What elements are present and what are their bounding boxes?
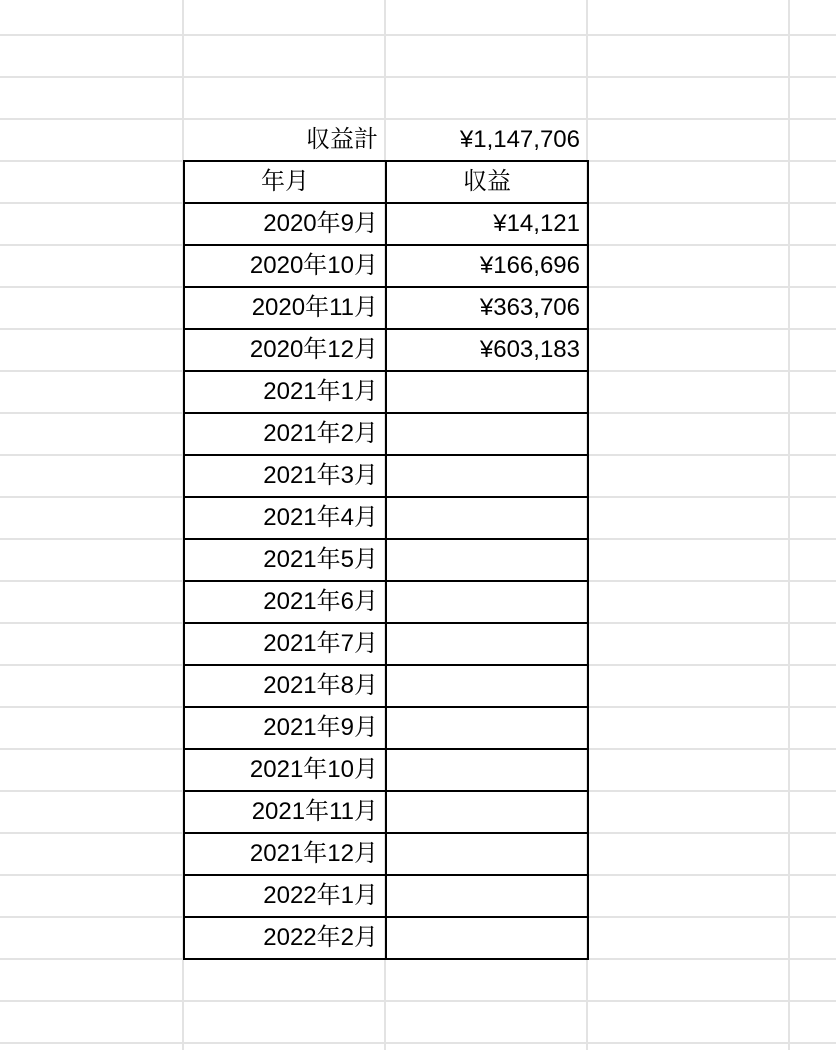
revenue-cell[interactable]: [386, 539, 588, 581]
total-revenue-value-cell[interactable]: ¥1,147,706: [459, 126, 580, 153]
revenue-cell[interactable]: ¥166,696: [386, 245, 588, 287]
month-cell[interactable]: 2021年12月: [184, 833, 386, 875]
table-row: [184, 791, 588, 833]
row-gridline: [0, 34, 836, 36]
revenue-cell[interactable]: [386, 875, 588, 917]
table-row: [184, 749, 588, 791]
table-header-row: [184, 161, 588, 203]
month-cell[interactable]: 2021年2月: [184, 413, 386, 455]
month-cell[interactable]: 2021年7月: [184, 623, 386, 665]
table-row: [184, 203, 588, 245]
month-cell[interactable]: 2020年10月: [184, 245, 386, 287]
revenue-cell[interactable]: [386, 665, 588, 707]
table-row: [184, 497, 588, 539]
revenue-cell[interactable]: [386, 791, 588, 833]
month-cell[interactable]: 2022年1月: [184, 875, 386, 917]
month-cell[interactable]: 2020年9月: [184, 203, 386, 245]
revenue-cell[interactable]: [386, 581, 588, 623]
table-row: [184, 833, 588, 875]
revenue-cell[interactable]: [386, 749, 588, 791]
month-cell[interactable]: 2021年4月: [184, 497, 386, 539]
table-row: [184, 371, 588, 413]
row-gridline: [0, 76, 836, 78]
revenue-cell[interactable]: ¥363,706: [386, 287, 588, 329]
table-row: [184, 245, 588, 287]
revenue-cell[interactable]: [386, 371, 588, 413]
revenue-cell[interactable]: ¥603,183: [386, 329, 588, 371]
table-row: [184, 539, 588, 581]
month-cell[interactable]: 2021年3月: [184, 455, 386, 497]
month-cell[interactable]: 2020年11月: [184, 287, 386, 329]
column-gridline: [788, 0, 790, 1050]
monthly-revenue-table: [183, 160, 589, 960]
month-cell[interactable]: 2021年10月: [184, 749, 386, 791]
table-row: [184, 329, 588, 371]
table-row: [184, 665, 588, 707]
revenue-cell[interactable]: [386, 623, 588, 665]
month-cell[interactable]: 2021年9月: [184, 707, 386, 749]
month-cell[interactable]: 2021年6月: [184, 581, 386, 623]
month-cell[interactable]: 2022年2月: [184, 917, 386, 959]
header-cell-month[interactable]: 年月: [184, 161, 386, 203]
revenue-cell[interactable]: [386, 707, 588, 749]
header-cell-revenue[interactable]: 収益: [386, 161, 588, 203]
revenue-cell[interactable]: [386, 413, 588, 455]
row-gridline: [0, 1000, 836, 1002]
table-row: [184, 413, 588, 455]
table-row: [184, 707, 588, 749]
month-cell[interactable]: 2021年11月: [184, 791, 386, 833]
revenue-cell[interactable]: ¥14,121: [386, 203, 588, 245]
table-row: [184, 623, 588, 665]
month-cell[interactable]: 2020年12月: [184, 329, 386, 371]
table-row: [184, 455, 588, 497]
revenue-cell[interactable]: [386, 455, 588, 497]
month-cell[interactable]: 2021年1月: [184, 371, 386, 413]
revenue-cell[interactable]: [386, 833, 588, 875]
table-row: [184, 875, 588, 917]
table-row: [184, 287, 588, 329]
month-cell[interactable]: 2021年5月: [184, 539, 386, 581]
month-cell[interactable]: 2021年8月: [184, 665, 386, 707]
table-row: [184, 581, 588, 623]
revenue-cell[interactable]: [386, 917, 588, 959]
table-row: [184, 917, 588, 959]
row-gridline: [0, 1042, 836, 1044]
total-revenue-label-cell[interactable]: 収益計: [306, 126, 378, 153]
revenue-cell[interactable]: [386, 497, 588, 539]
